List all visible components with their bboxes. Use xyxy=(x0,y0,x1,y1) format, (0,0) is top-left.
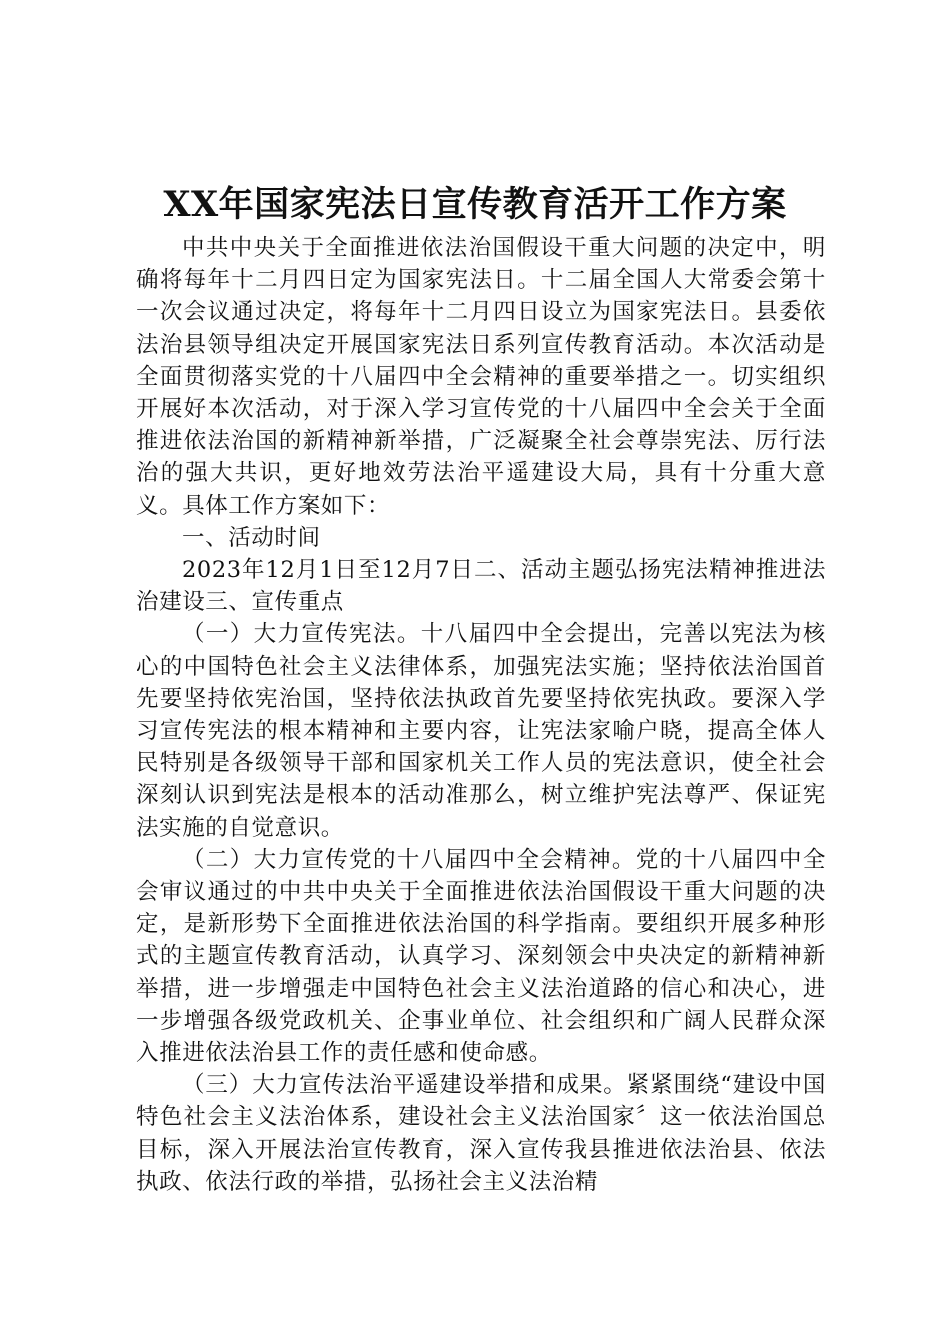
paragraph-section-heading-time: 一、活动时间 xyxy=(182,524,321,551)
paragraph-focus-1: （一）大力宣传宪法。十八届四中全会提出，完善以宪法为核心的中国特色社会主义法律体系，加强宪法实施；坚持依法治国首先要坚持依宪治国，坚持依法执政首先要坚持依宪执政。要深入学习宣传宪法的根本精神和主要内容，让宪法家喻户晓，提高全体人民特别是各级领导干部和国家机关工作人员的宪法意识，使全社会深刻认识到宪法是根本的活动准那么，树立维护宪法尊严、保证宪法实施的自觉意识。 xyxy=(136,621,826,841)
paragraph-focus-3: （三）大力宣传法治平遥建设举措和成果。紧紧围绕“建设中国特色社会主义法治体系，建设社会主义法治国家〞这一依法治国总目标，深入开展法治宣传教育，深入宣传我县推进依法治县、依法执政、依法行政的举措，弘扬社会主义法治精 xyxy=(136,1072,826,1195)
document-title: XX年国家宪法日宣传教育活开工作方案 xyxy=(163,184,787,225)
paragraph-intro: 中共中央关于全面推进依法治国假设干重大问题的决定中，明确将每年十二月四日定为国家宪法日。十二届全国人大常委会第十一次会议通过决定，将每年十二月四日设立为国家宪法日。县委依法治县领导组决定开展国家宪法日系列宣传教育活动。本次活动是全面贯彻落实党的十八届四中全会精神的重要举措之一。切实组织开展好本次活动，对于深入学习宣传党的十八届四中全会关于全面推进依法治国的新精神新举措，广泛凝聚全社会尊崇宪法、厉行法治的强大共识，更好地效劳法治平遥建设大局，具有十分重大意义。具体工作方案如下： xyxy=(136,235,826,519)
paragraph-dates-theme: 2023年12月1日至12月7日二、活动主题弘扬宪法精神推进法治建设三、宣传重点 xyxy=(136,557,826,616)
document-body xyxy=(136,232,826,1198)
paragraph-focus-2: （二）大力宣传党的十八届四中全会精神。党的十八届四中全会审议通过的中共中央关于全面推进依法治国假设干重大问题的决定，是新形势下全面推进依法治国的科学指南。要组织开展多种形式的主题宣传教育活动，认真学习、深刻领会中央决定的新精神新举措，进一步增强走中国特色社会主义法治道路的信心和决心，进一步增强各级党政机关、企事业单位、社会组织和广阔人民群众深入推进依法治县工作的责任感和使命感。 xyxy=(136,846,826,1067)
